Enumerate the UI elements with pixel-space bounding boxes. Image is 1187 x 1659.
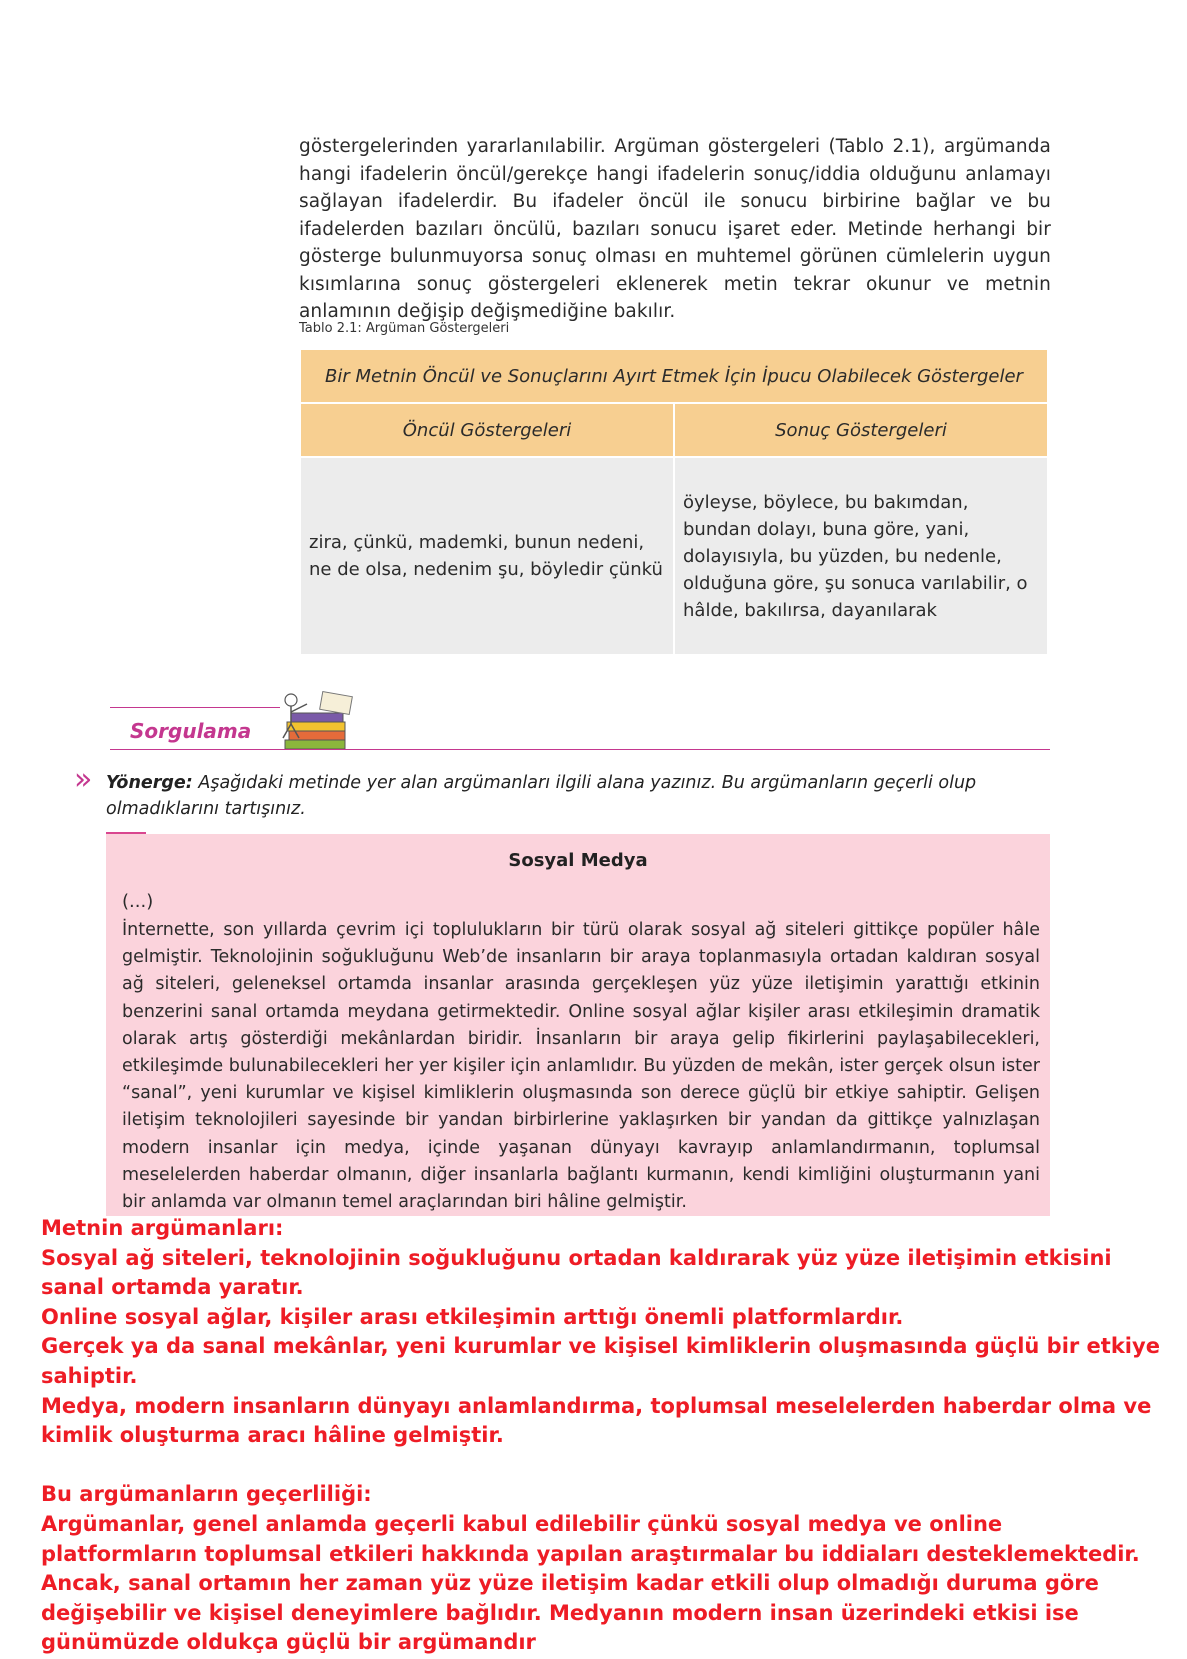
handwritten-answers [41, 1214, 1161, 1658]
argument-2: Online sosyal ağlar, kişiler arası etkileşimin arttığı önemli platformlardır. [41, 1304, 904, 1329]
reading-title: Sosyal Medya [508, 850, 648, 871]
answers-gap [41, 1451, 1161, 1481]
validity-text: Argümanlar, genel anlamda geçerli kabul edilebilir çünkü sosyal medya ve online platformların toplumsal etkileri hakkında yapılan araştırmalar bu iddiaları desteklemektedir. Ancak, sanal ortamın her zaman yüz yüze iletişim kadar etkili olup olmadığı duruma göre değişebilir ve kişisel deneyimlere bağlıdır. Medyanın modern insan üzerindeki etkisi ise günümüzde oldukça güçlü bir argümandır [41, 1511, 1140, 1655]
answers-heading-validity: Bu argümanların geçerliliği: [41, 1482, 372, 1507]
chevron-right-icon: » [74, 762, 93, 797]
argument-4: Medya, modern insanların dünyayı anlamlandırma, toplumsal meselelerden haberdar olma ve kimlik oluşturma aracı hâline gelmiştir. [41, 1393, 1152, 1448]
books-icon [277, 690, 361, 752]
table-header: Bir Metnin Öncül ve Sonuçlarını Ayırt Etmek İçin İpucu Olabilecek Göstergeler [300, 349, 1048, 403]
sorgulama-rule [110, 749, 1050, 750]
intro-paragraph [299, 133, 1051, 326]
sorgulama-top-line [110, 707, 280, 708]
table-caption: Tablo 2.1: Argüman Göstergeleri [299, 321, 510, 336]
argument-indicators-table [299, 348, 1049, 656]
reading-text: İnternette, son yıllarda çevrim içi toplulukların bir türü olarak sosyal ağ siteleri gittikçe popüler hâle gelmiştir. Teknolojinin soğukluğunu Web’de insanların bir araya toplanmasıyla ortadan kaldıran sosyal ağ siteleri, geleneksel ortamda insanlar arasında gerçekleşen yüz yüze iletişimin yarattığı etkinin benzerini sanal ortamda meydana getirmektedir. Online sosyal ağlar kişiler arası etkileşimin dramatik olarak artış gösterdiği mekânlardan biridir. İnsanların bir araya gelip fikirlerini paylaşabilecekleri, etkileşimde bulunabilecekleri her yer kişiler için anlamlıdır. Bu yüzden de mekân, ister gerçek olsun ister “sanal”, yeni kurumlar ve kişisel kimliklerin oluşmasında son derece güçlü bir etkiye sahiptir. Gelişen iletişim teknolojileri sayesinde bir yandan birbirlerine yaklaşırken bir yandan da gittikçe yalnızlaşan modern insanlar için medya, içinde yaşanan dünyayı kavrayıp anlamlandırmanın, toplumsal meselelerden haberdar olmanın, diğer insanlarla bağlantı kurmanın, kendi kimliğini oluşturmanın yani bir anlamda var olmanın temel araçlarından biri hâline gelmiştir. [122, 920, 1040, 1213]
instruction [106, 770, 1051, 822]
instruction-label: Yönerge: [106, 773, 193, 793]
argument-1: Sosyal ağ siteleri, teknolojinin soğukluğunu ortadan kaldırarak yüz yüze iletişimin etkisini sanal ortamda yaratır. [41, 1245, 1112, 1300]
reading-ellipsis: (...) [122, 891, 154, 912]
premise-indicators-cell: zira, çünkü, mademki, bunun nedeni, ne de olsa, nedenim şu, böyledir çünkü [300, 457, 674, 655]
answers-heading-arguments: Metnin argümanları: [41, 1216, 284, 1240]
sorgulama-label: Sorgulama [130, 719, 252, 743]
reading-box [106, 834, 1050, 1216]
instruction-text: Aşağıdaki metinde yer alan argümanları ilgili alana yazınız. Bu argümanların geçerli olup olmadıklarını tartışınız. [106, 773, 977, 819]
intro-text: göstergelerinden yararlanılabilir. Argüman göstergeleri (Tablo 2.1), argümanda hangi ifadelerin öncül/gerekçe hangi ifadelerin sonuç/iddia olduğunu anlamayı sağlayan ifadelerdir. Bu ifadeler öncül ile sonucu birbirine bağlar ve bu ifadelerden bazıları öncülü, bazıları sonucu işaret eder. Metinde herhangi bir gösterge bulunmuyorsa sonuç olması en muhtemel görünen cümlelerin uygun kısımlarına sonuç göstergeleri eklenerek metin tekrar okunur ve metnin anlamının değişip değişmediğine bakılır. [299, 136, 1051, 322]
conclusion-indicators-cell: öyleyse, böylece, bu bakımdan, bundan dolayı, buna göre, yani, dolayısıyla, bu yüzden, bu nedenle, olduğuna göre, şu sonuca varılabilir, o hâlde, bakılırsa, dayanılarak [674, 457, 1048, 655]
premise-indicators-header: Öncül Göstergeleri [300, 403, 674, 457]
argument-3: Gerçek ya da sanal mekânlar, yeni kurumlar ve kişisel kimliklerin oluşmasında güçlü bir etkiye sahiptir. [41, 1334, 1160, 1388]
conclusion-indicators-header: Sonuç Göstergeleri [674, 403, 1048, 457]
